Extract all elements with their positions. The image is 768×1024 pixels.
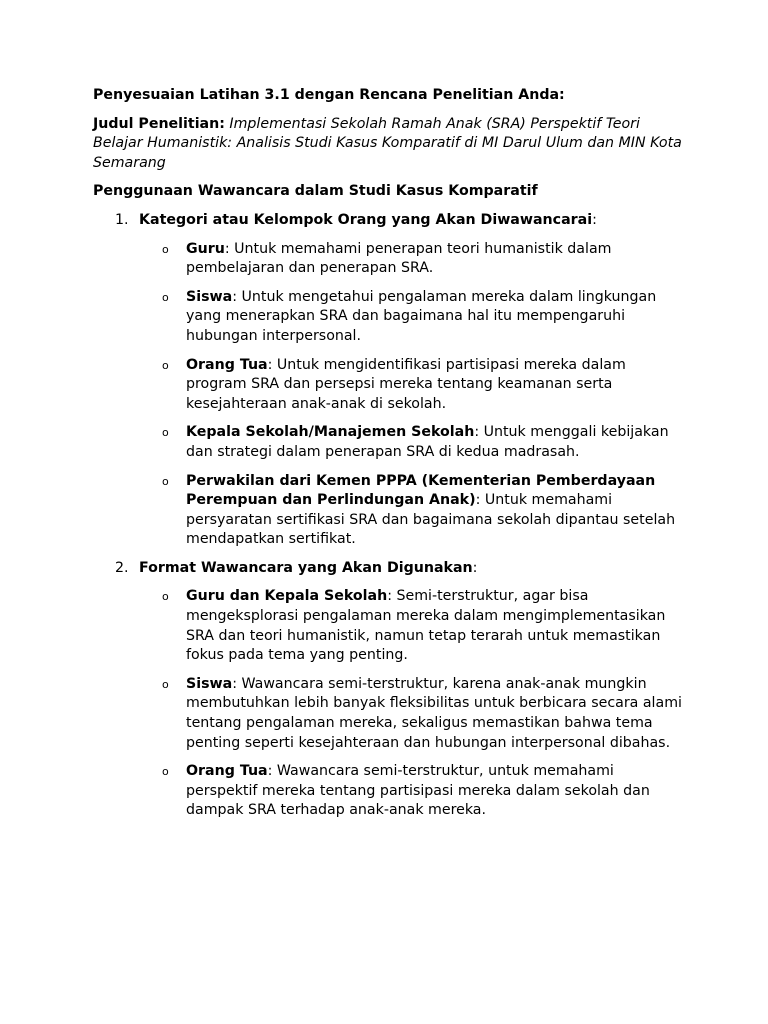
bullet-label: Perwakilan dari Kemen PPPA (Kementerian Pemberdayaan Perempuan dan Perlindungan Anak): [186, 472, 656, 509]
list-item-suffix: :: [472, 559, 478, 576]
research-title-label: Judul Penelitian:: [93, 115, 225, 132]
research-title-text: Implementasi Sekolah Ramah Anak (SRA) Perspektif Teori Belajar Humanistik: Analisis Studi Kasus Komparatif di MI Darul Ulum dan MIN Kota Semarang: [93, 115, 682, 171]
document-heading: Penyesuaian Latihan 3.1 dengan Rencana Penelitian Anda:: [93, 87, 565, 103]
bullet-circle-icon: o: [162, 358, 169, 372]
numbered-list-item-1: [93, 211, 683, 231]
bullet-item: [162, 288, 683, 347]
bullet-item: [162, 472, 683, 550]
list-number: 1.: [115, 211, 129, 228]
bullet-label: Orang Tua: [186, 356, 268, 373]
list-item-suffix: :: [592, 211, 597, 228]
list-number: 2.: [115, 559, 129, 576]
bullet-circle-icon: o: [162, 426, 169, 440]
research-title-paragraph: [93, 115, 683, 174]
bullet-circle-icon: o: [162, 474, 169, 488]
bullet-label: Guru dan Kepala Sekolah: [186, 588, 388, 605]
list-item-title: Format Wawancara yang Akan Digunakan: [139, 559, 473, 576]
bullet-label: Kepala Sekolah/Manajemen Sekolah: [186, 424, 475, 441]
list-item-title: Kategori atau Kelompok Orang yang Akan Diwawancarai: [139, 211, 593, 228]
bullet-text: : Semi-terstruktur, agar bisa mengeksplorasi pengalaman mereka dalam mengimplementasikan SRA dan teori humanistik, namun tetap terarah untuk memastikan fokus pada tema yang penting.: [186, 588, 666, 664]
bullet-text: : Untuk mengidentifikasi partisipasi mereka dalam program SRA dan persepsi mereka tentang keamanan serta kesejahteraan anak-anak di sekolah.: [186, 356, 626, 412]
numbered-list-item-2: [93, 559, 683, 579]
bullet-text: : Untuk memahami persyaratan sertifikasi SRA dan bagaimana sekolah dipantau setelah mendapatkan sertifikat.: [186, 492, 676, 548]
bullet-text: : Wawancara semi-terstruktur, karena anak-anak mungkin membutuhkan lebih banyak fleksibilitas untuk berbicara secara alami tentang pengalaman mereka, sekaligus memastikan bahwa tema penting seperti kesejahteraan dan hubungan interpersonal dibahas.: [186, 675, 682, 751]
bullet-circle-icon: o: [162, 677, 169, 691]
bullet-item: [162, 240, 683, 279]
bullet-item: [162, 675, 683, 753]
bullet-circle-icon: o: [162, 290, 169, 304]
bullet-circle-icon: o: [162, 590, 169, 604]
bullet-circle-icon: o: [162, 765, 169, 779]
bullet-text: : Untuk menggali kebijakan dan strategi dalam penerapan SRA di kedua madrasah.: [186, 424, 669, 460]
bullet-text: : Untuk memahami penerapan teori humanistik dalam pembelajaran dan penerapan SRA.: [186, 240, 612, 277]
bullet-circle-icon: o: [162, 242, 169, 256]
bullet-item: [162, 423, 683, 462]
bullet-label: Siswa: [186, 675, 233, 692]
bullet-label: Guru: [186, 240, 225, 257]
bullet-text: : Untuk mengetahui pengalaman mereka dalam lingkungan yang menerapkan SRA dan bagaimana hal itu mempengaruhi hubungan interpersonal.: [186, 288, 657, 344]
bullet-item: [162, 587, 683, 665]
bullet-item: [162, 762, 683, 821]
bullet-item: [162, 356, 683, 415]
section-title: Penggunaan Wawancara dalam Studi Kasus Komparatif: [93, 183, 538, 200]
document-body: [93, 86, 683, 821]
bullet-label: Siswa: [186, 288, 233, 305]
bullet-text: : Wawancara semi-terstruktur, untuk memahami perspektif mereka tentang partisipasi mereka dalam sekolah dan dampak SRA terhadap anak-anak mereka.: [186, 763, 650, 819]
bullet-label: Orang Tua: [186, 763, 268, 780]
